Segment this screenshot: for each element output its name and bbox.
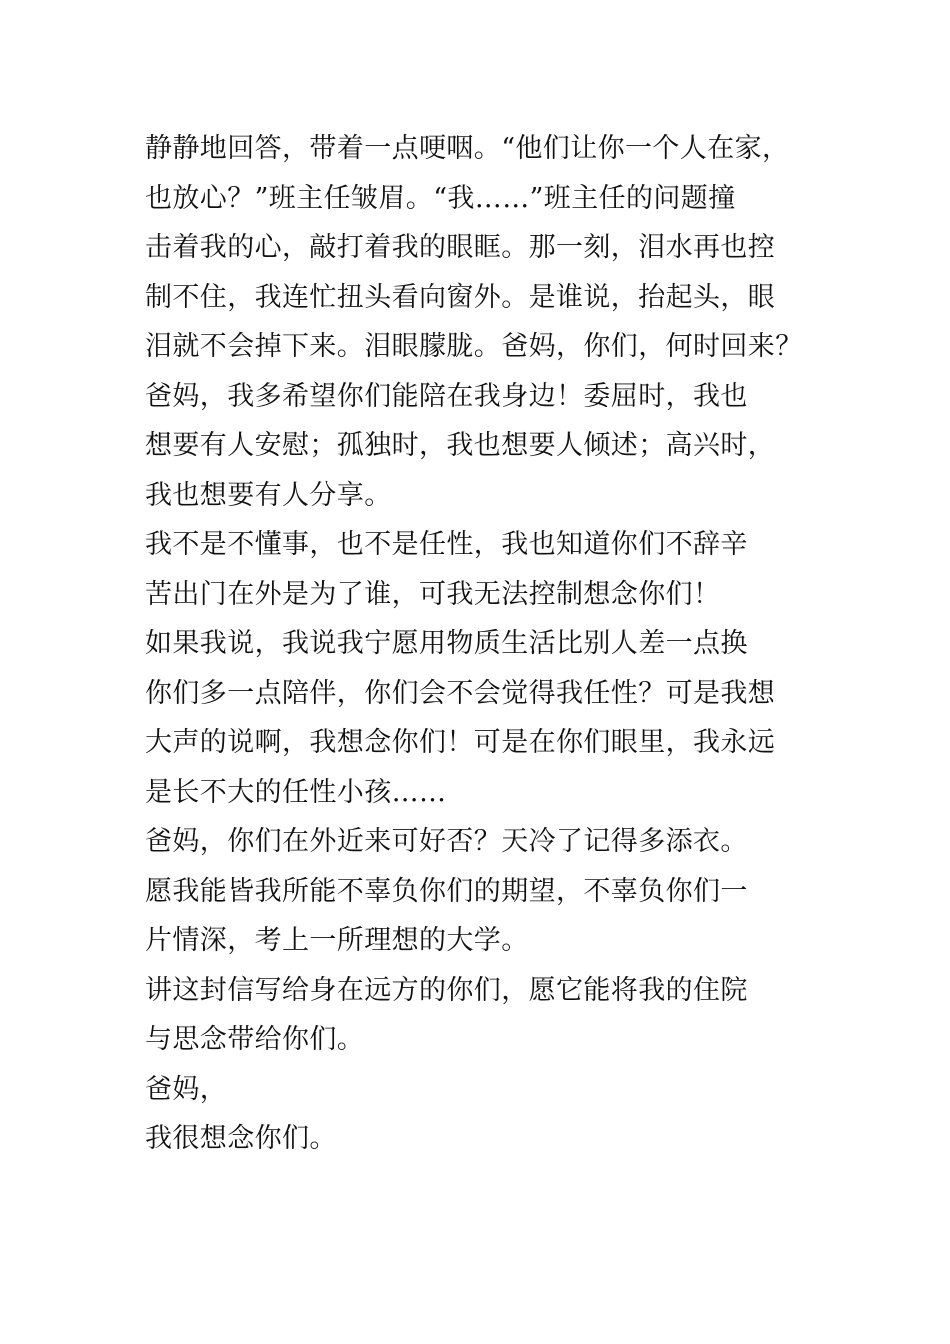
text-line: 你们多一点陪伴，你们会不会觉得我任性？可是我想 [145, 677, 776, 709]
text-line: 与思念带给你们。 [145, 1024, 365, 1055]
text-line: 我也想要有人分享。 [145, 479, 392, 511]
text-line: 爸妈，我多希望你们能陪在我身边！委屈时，我也 [145, 380, 748, 412]
text-line: 我很想念你们。 [145, 1123, 337, 1154]
text-line: 愿我能皆我所能不辜负你们的期望，不辜负你们一 [145, 875, 748, 907]
text-line: 我不是不懂事，也不是任性，我也知道你们不辞辛 [145, 529, 748, 560]
letter-body [145, 124, 835, 1164]
text-line: 制不住，我连忙扭头看向窗外。是谁说，抬起头，眼 [145, 281, 776, 313]
text-line: 大声的说啊，我想念你们！可是在你们眼里，我永远 [145, 727, 776, 758]
text-line: 泪就不会掉下来。泪眼朦胧。爸妈，你们，何时回来？ [145, 331, 803, 362]
text-line: 也放心？”班主任皱眉。“我……”班主任的问题撞 [145, 182, 736, 214]
text-line: 是长不大的任性小孩…… [145, 776, 447, 808]
text-line: 爸妈， [145, 1073, 228, 1105]
text-line: 片情深，考上一所理想的大学。 [145, 925, 529, 956]
text-line: 苦出门在外是为了谁，可我无法控制想念你们！ [145, 578, 721, 610]
text-line: 如果我说，我说我宁愿用物质生活比别人差一点换 [145, 628, 748, 659]
text-line: 静静地回答，带着一点哽咽。“他们让你一个人在家， [145, 133, 790, 164]
text-line: 爸妈，你们在外近来可好否？天冷了记得多添衣。 [145, 826, 748, 857]
text-line: 想要有人安慰；孤独时，我也想要人倾述；高兴时， [145, 430, 776, 461]
text-line: 击着我的心，敲打着我的眼眶。那一刻，泪水再也控 [145, 232, 776, 263]
text-line: 讲这封信写给身在远方的你们，愿它能将我的住院 [145, 974, 748, 1006]
